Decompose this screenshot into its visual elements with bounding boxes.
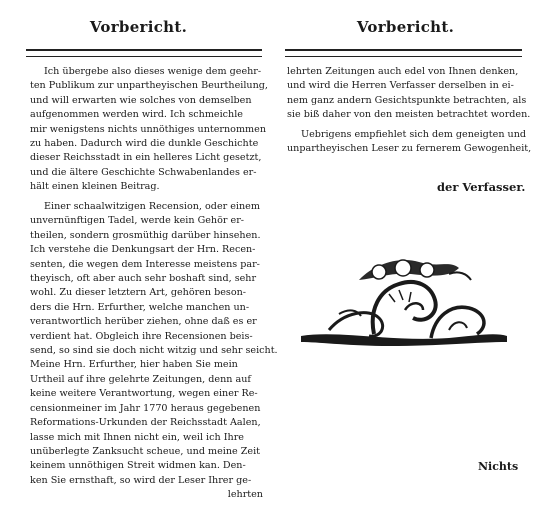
text-line: lehrten Zeitungen auch edel von Ihnen denken, [287,66,519,77]
text-line: mir wenigstens nichts unnöthiges unternommen [30,123,267,135]
text-line: verantwortlich herüber ziehen, ohne daß es er [30,316,257,328]
text-line: senten, die wegen dem Interesse meistens par- [30,258,260,270]
right-paragraph-2 [287,128,532,157]
text-line: ten Publikum zur unpartheyischen Beurtheilung, [30,80,268,92]
text-line: Reformations-Urkunden der Reichsstadt Aalen, [30,417,261,429]
text-line: lehrten [227,489,263,501]
text-line: aufgenommen werden wird. Ich schmeichle [30,109,243,121]
text-line: Urtheil auf ihre gelehrte Zeitungen, denn auf [30,373,251,385]
text-line: dieser Reichsstadt in ein helleres Licht gesetzt, [30,152,262,164]
text-line: unpartheyischen Leser zu fernerem Gewogenheit, [287,143,532,155]
text-line: nem ganz andern Gesichtspunkte betrachten, als [287,94,527,106]
text-line: theyisch, oft aber auch sehr boshaft sind, sehr [30,273,257,285]
text-line: keine weitere Verantwortung, wegen einer Re- [30,388,258,400]
left-header-rule [26,49,262,57]
text-line: und die ältere Geschichte Schwabenlandes er- [30,166,257,178]
right-page [277,0,554,512]
text-line: ken Sie ernsthaft, so wird der Leser Ihrer ge- [30,474,252,486]
text-line: Ich übergebe also dieses wenige dem geehr- [44,66,262,77]
ornament-vignette-icon [299,250,509,350]
catchword: Nichts [478,460,519,473]
text-line: Ich verstehe die Denkungsart der Hrn. Recen- [30,244,256,256]
text-line: zu haben. Dadurch wird die dunkle Geschichte [30,138,259,150]
signature: der Verfasser. [437,180,526,194]
right-page-header: Vorbericht. [356,18,455,36]
text-line: keinem unnöthigen Streit widmen kan. Den- [30,460,246,472]
text-line: theilen, sondern grosmüthig darüber hinsehen. [30,229,261,241]
text-line: und will erwarten wie solches von demselben [30,94,252,106]
text-line: Meine Hrn. Erfurther, hier haben Sie mein [30,359,238,371]
text-line: unvernünftigen Tadel, werde kein Gehör er- [30,215,245,227]
left-paragraph-1 [30,65,268,195]
left-page-header: Vorbericht. [89,18,188,36]
text-line: hält einen kleinen Beitrag. [30,181,160,193]
text-line: verdient hat. Obgleich ihre Recensionen beis- [30,330,253,342]
left-paragraph-2 [30,200,278,503]
text-line: Einer schaalwitzigen Recension, oder einem [44,201,260,212]
right-paragraph-1 [287,65,531,123]
text-line: ders die Hrn. Erfurther, welche manchen un- [30,301,250,313]
text-line: lasse mich mit Ihnen nicht ein, weil ich Ihre [30,431,244,443]
text-line: Uebrigens empfiehlet sich dem geneigten und [301,129,527,140]
text-line: sie biß daher von den meisten betrachtet worden. [287,109,531,121]
text-line: wohl. Zu dieser letztern Art, gehören beson- [30,287,247,299]
right-header-rule [285,49,522,57]
text-line: send, so sind sie doch nicht witzig und sehr seicht. [30,345,278,357]
text-line: censionmeiner im Jahr 1770 heraus gegebenen [30,402,261,414]
text-line: und wird die Herren Verfasser derselben in ei- [287,80,514,92]
text-line: unüberlegte Zanksucht scheue, und meine Zeit [30,445,261,457]
